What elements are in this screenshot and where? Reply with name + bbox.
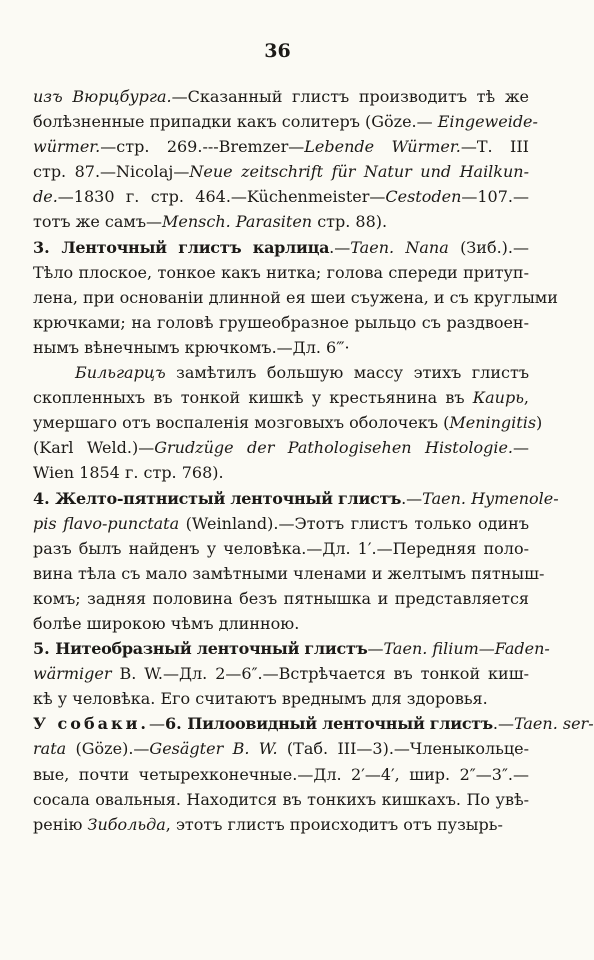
text-line <box>33 661 529 686</box>
italic-run: Meningitis <box>449 413 537 433</box>
text-line <box>33 536 529 561</box>
text-run: —стр. 269.---Bremzer— <box>100 137 305 157</box>
italic-run: Cestoden <box>385 187 462 207</box>
italic-run: изъ Вюрцбурга. <box>33 87 172 106</box>
text-run: кѣ у человѣка. Его считаютъ вреднымъ для здоровья. <box>33 689 488 709</box>
text-line <box>33 736 529 761</box>
text-line <box>33 109 538 134</box>
text-run: стр. 88). <box>312 212 388 232</box>
text-run: тотъ же самъ— <box>33 212 162 232</box>
text-run: лена, при основаніи длинной ея шеи съужена, и съ круглыми <box>33 287 558 307</box>
text-line <box>33 209 529 234</box>
entry-number: 5. <box>33 639 56 659</box>
entry-heading: Пилоовидный ленточный глистъ <box>187 714 493 734</box>
italic-run: Lebende Würmer. <box>304 137 461 157</box>
text-line <box>33 711 594 736</box>
page-text <box>33 84 594 837</box>
text-run: — <box>497 714 514 734</box>
paragraph-continuation <box>33 84 538 235</box>
text-run: , этотъ глистъ происходитъ отъ пузырь- <box>165 814 503 834</box>
text-line <box>33 611 529 636</box>
text-run: . <box>329 237 335 257</box>
text-run: — <box>513 438 529 458</box>
italic-run: Каирь <box>472 388 524 408</box>
text-run: — <box>334 237 351 257</box>
italic-run: Зибольда <box>87 814 166 834</box>
text-line <box>33 84 529 109</box>
text-line <box>33 134 529 159</box>
text-run: (Göze).— <box>66 739 150 759</box>
text-line <box>33 586 529 611</box>
text-run: умершаго отъ воспаленія мозговыхъ оболочекъ ( <box>33 413 450 433</box>
entry-number: 3. <box>33 237 62 257</box>
text-line <box>33 686 529 711</box>
text-run: (Зиб.).— <box>448 237 529 257</box>
text-run: крючками; на головѣ грушеобразное рыльцо съ раздвоен- <box>33 312 529 332</box>
text-run: стр. 87.—Nicolaj— <box>33 162 190 182</box>
italic-run: würmer. <box>33 137 101 157</box>
text-line <box>33 260 529 285</box>
text-line <box>33 511 529 536</box>
italic-run: rata <box>33 739 67 759</box>
paragraph-bilharz <box>33 360 543 485</box>
text-run: разъ былъ найденъ у человѣка.—Дл. 1′.—Передняя поло- <box>33 538 529 558</box>
entry-number: 4. <box>33 488 56 508</box>
text-line <box>33 636 550 661</box>
entry-heading: Желто-пятнистый ленточный глистъ <box>55 488 402 508</box>
text-run: — <box>149 714 165 734</box>
text-line <box>33 310 529 335</box>
text-run: вина тѣла съ мало замѣтными членами и желтымъ пятныш- <box>33 563 545 583</box>
text-run: —Сказанный глистъ производитъ тѣ же <box>171 87 530 106</box>
text-run: ренію <box>33 814 88 834</box>
text-run: вые, почти четырехконечные.—Дл. 2′—4′, шир. 2″—3″.— <box>33 764 529 784</box>
italic-run: Taen. filium—Faden- <box>383 639 550 659</box>
text-run: (Таб. III—3).—Членыкольце- <box>277 739 530 759</box>
text-line <box>33 486 559 511</box>
text-run: . <box>401 488 407 508</box>
italic-run: Taen. Hymenole- <box>422 488 559 508</box>
text-run: сосала овальныя. Находится въ тонкихъ кишкахъ. По увѣ- <box>33 789 529 809</box>
text-run: замѣтилъ большую массу этихъ глистъ <box>165 363 529 383</box>
text-run: — <box>406 488 423 508</box>
text-run: —Т. III <box>460 137 530 157</box>
italic-run: Grudzüge der Pathologisehen Histologie. <box>154 438 513 458</box>
text-line <box>33 812 529 837</box>
text-line <box>33 460 529 485</box>
text-line <box>33 360 529 385</box>
text-run: комъ; задняя половина безъ пятнышка и представляется <box>33 588 529 608</box>
section-heading: У собаки. <box>33 714 149 734</box>
text-run: —1830 г. стр. 464.—Küchenmeister— <box>57 187 386 207</box>
text-line <box>33 410 543 435</box>
text-line <box>33 235 529 260</box>
text-line <box>33 561 545 586</box>
text-line <box>33 385 529 410</box>
entry-heading: Нитеобразный ленточный глистъ <box>55 639 368 659</box>
text-line <box>33 184 529 209</box>
italic-run: Taen. ser- <box>513 714 594 734</box>
entry-number: 6. <box>165 714 188 734</box>
text-run: ) <box>536 413 543 433</box>
text-run: —107.— <box>461 187 529 207</box>
italic-run: Gesägter B. W. <box>149 739 278 759</box>
italic-run: Neue zeitschrift für Natur und Hailkun- <box>189 162 530 182</box>
text-line <box>33 762 529 787</box>
text-line <box>33 159 529 184</box>
text-line <box>33 787 529 812</box>
italic-run: Mensch. Parasiten <box>162 212 313 232</box>
text-run: (Weinland).—Этотъ глистъ только одинъ <box>179 513 529 533</box>
italic-run: de. <box>33 187 58 207</box>
page-number: 36 <box>264 40 291 62</box>
text-run: болѣе широкою чѣмъ длинною. <box>33 613 300 633</box>
text-run: (Karl Weld.)— <box>33 438 155 458</box>
text-run: , <box>523 388 529 408</box>
paragraph-entry-4 <box>33 486 559 637</box>
italic-run: wärmiger <box>33 664 112 684</box>
text-run: скопленныхъ въ тонкой кишкѣ у крестьянина въ <box>33 388 473 408</box>
text-run: Тѣло плоское, тонкое какъ нитка; голова спереди притуп- <box>33 262 529 282</box>
text-line <box>33 335 529 360</box>
italic-run: pis flavo-punctata <box>33 513 180 533</box>
italic-run: Бильгарцъ <box>75 363 166 383</box>
text-run: . <box>492 714 498 734</box>
paragraph-entry-3 <box>33 235 558 360</box>
text-line <box>33 285 558 310</box>
text-run: — <box>367 639 384 659</box>
italic-run: Eingeweide- <box>437 112 538 132</box>
text-run: Wien 1854 г. стр. 768). <box>33 463 224 483</box>
italic-run: Taen. Nana <box>350 237 449 257</box>
text-run: нымъ вѣнечнымъ крючкомъ.—Дл. 6‴· <box>33 337 350 357</box>
entry-heading: Ленточный глистъ карлица <box>61 237 330 257</box>
paragraph-entry-5 <box>33 636 550 711</box>
paragraph-entry-6 <box>33 711 594 836</box>
text-line <box>33 435 529 460</box>
text-run: B. W.—Дл. 2—6″.—Встрѣчается въ тонкой киш- <box>111 664 529 684</box>
text-run: болѣзненные припадки какъ солитеръ (Göze.— <box>33 112 438 132</box>
